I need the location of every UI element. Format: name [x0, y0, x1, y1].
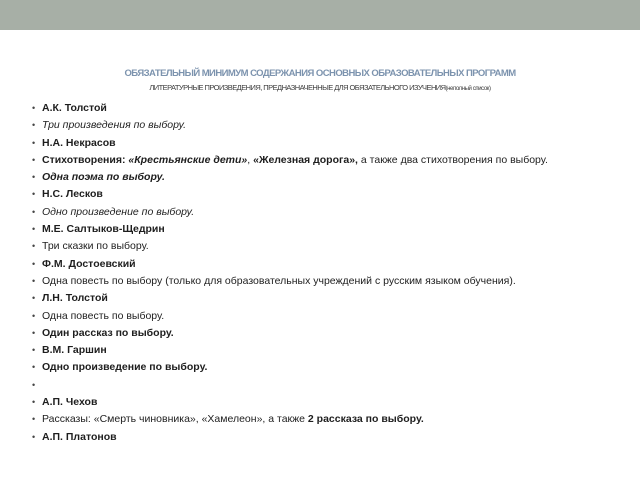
work-requirement: Одна повесть по выбору (только для образовательных учреждений с русским языком обучения).: [42, 274, 516, 287]
bullet-icon: •: [32, 431, 36, 442]
list-item: [32, 258, 602, 271]
separator: ,: [247, 153, 251, 166]
list-item: [32, 413, 602, 426]
list-item: [32, 310, 602, 323]
slide-title-block: [0, 68, 640, 95]
author-name: А.П. Платонов: [42, 430, 117, 443]
work-requirement: Рассказы: «Смерть чиновника», «Хамелеон», а также: [42, 413, 305, 426]
bullet-icon: •: [32, 137, 36, 148]
author-name: М.Е. Салтыков-Щедрин: [42, 223, 165, 236]
bullet-icon: •: [32, 154, 36, 165]
list-item: [32, 223, 602, 236]
author-name: Ф.М. Достоевский: [42, 257, 136, 270]
bullet-icon: •: [32, 345, 36, 356]
list-item: [32, 206, 602, 219]
author-name: А.П. Чехов: [42, 396, 98, 409]
author-name: Н.С. Лесков: [42, 188, 103, 201]
bullet-icon: •: [32, 379, 36, 390]
list-item: [32, 171, 602, 184]
list-item: [32, 102, 602, 115]
author-name: В.М. Гаршин: [42, 344, 107, 357]
bullet-icon: •: [32, 275, 36, 286]
work-requirement: Одна поэма по выбору.: [42, 171, 165, 184]
bullet-icon: •: [32, 120, 36, 131]
list-item: [32, 292, 602, 305]
poems-label: Стихотворения:: [42, 153, 126, 166]
list-item: [32, 154, 602, 167]
list-item-empty: [32, 379, 602, 392]
work-requirement: Одна повесть по выбору.: [42, 309, 165, 322]
list-item: [32, 275, 602, 288]
list-item: [32, 240, 602, 253]
bullet-icon: •: [32, 310, 36, 321]
subtitle-note: (неполный список): [445, 86, 491, 92]
bullet-icon: •: [32, 258, 36, 269]
bullet-icon: •: [32, 414, 36, 425]
bullet-icon: •: [32, 397, 36, 408]
work-requirement: а также два стихотворения по выбору.: [360, 153, 548, 166]
list-item: [32, 396, 602, 409]
work-requirement-bold: 2 рассказа по выбору.: [307, 413, 424, 426]
list-item: [32, 344, 602, 357]
bullet-icon: •: [32, 241, 36, 252]
top-bar: [0, 0, 640, 30]
bullet-icon: •: [32, 224, 36, 235]
slide-subtitle: [0, 82, 640, 95]
slide-title: ОБЯЗАТЕЛЬНЫЙ МИНИМУМ СОДЕРЖАНИЯ ОСНОВНЫХ ОБРАЗОВАТЕЛЬНЫХ ПРОГРАММ: [124, 68, 516, 79]
author-list: [32, 102, 602, 448]
bullet-icon: •: [32, 206, 36, 217]
list-item: [32, 431, 602, 444]
bullet-icon: •: [32, 189, 36, 200]
author-name: Н.А. Некрасов: [42, 136, 116, 149]
list-item: [32, 327, 602, 340]
subtitle-text: ЛИТЕРАТУРНЫЕ ПРОИЗВЕДЕНИЯ, ПРЕДНАЗНАЧЕННЫЕ ДЛЯ ОБЯЗАТЕЛЬНОГО ИЗУЧЕНИЯ: [149, 83, 446, 92]
work-requirement: Три сказки по выбору.: [42, 240, 149, 253]
poem-title: «Железная дорога»,: [253, 153, 358, 166]
work-requirement: Один рассказ по выбору.: [42, 326, 174, 339]
author-name: А.К. Толстой: [42, 102, 107, 114]
work-requirement: Одно произведение по выбору.: [42, 361, 208, 374]
list-item: [32, 119, 602, 132]
work-requirement: Три произведения по выбору.: [42, 119, 187, 132]
bullet-icon: •: [32, 103, 36, 113]
bullet-icon: •: [32, 293, 36, 304]
work-requirement: Одно произведение по выбору.: [42, 205, 195, 218]
list-item: [32, 361, 602, 374]
list-item: [32, 137, 602, 150]
bullet-icon: •: [32, 327, 36, 338]
author-name: Л.Н. Толстой: [42, 292, 108, 305]
poem-title: «Крестьянские дети»: [128, 153, 248, 166]
bullet-icon: •: [32, 172, 36, 183]
bullet-icon: •: [32, 362, 36, 373]
list-item: [32, 188, 602, 201]
